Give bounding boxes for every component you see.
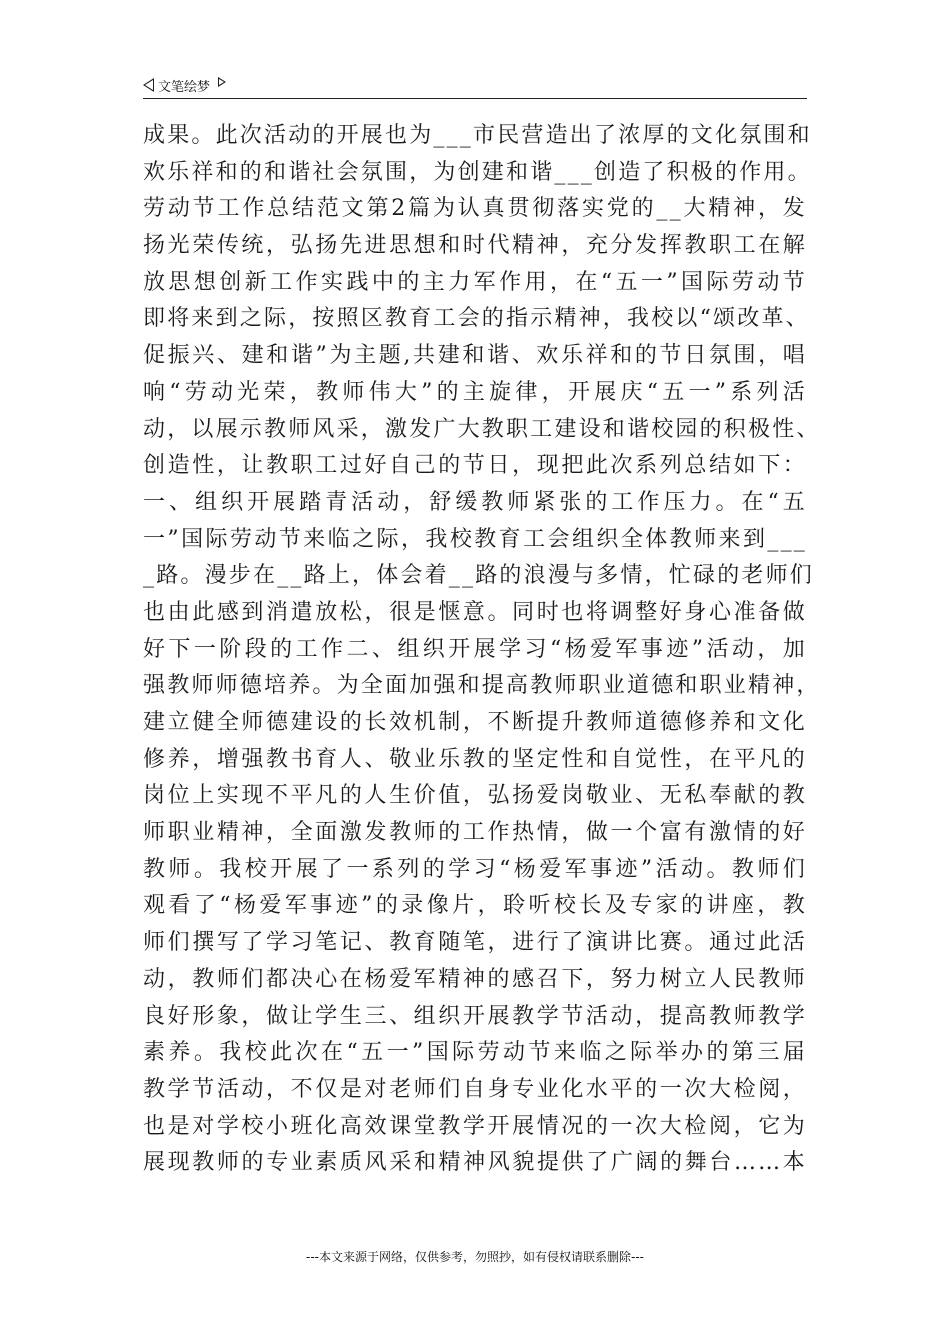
body-line: 劳动节工作总结范文第2篇为认真贯彻落实党的__大精神，发 (143, 196, 807, 222)
body-line: 响“劳动光荣，教师伟大”的主旋律，开展庆“五一”系列活 (143, 379, 807, 405)
body-line: 良好形象，做让学生三、组织开展教学节活动，提高教师教学 (143, 1003, 807, 1029)
left-triangle-icon (143, 78, 154, 92)
body-line: 教学节活动，不仅是对老师们自身专业化水平的一次大检阅， (143, 1076, 807, 1102)
document-body (143, 118, 821, 1182)
body-line: 建立健全师德建设的长效机制，不断提升教师道德修养和文化 (143, 710, 807, 735)
body-line: 创造性，让教职工过好自己的节日，现把此次系列总结如下： (143, 453, 807, 479)
body-line: 师们撰写了学习笔记、教育随笔，进行了演讲比赛。通过此活 (143, 930, 807, 956)
body-line: 一”国际劳动节来临之际，我校教育工会组织全体教师来到___ (143, 526, 807, 552)
body-line: 成果。此次活动的开展也为___市民营造出了浓厚的文化氛围和 (143, 123, 812, 148)
body-line: 即将来到之际，按照区教育工会的指示精神，我校以“颂改革、 (143, 306, 810, 332)
page-header (143, 72, 807, 99)
body-line: 扬光荣传统，弘扬先进思想和时代精神，充分发挥教职工在解 (143, 233, 807, 259)
body-line: 动，以展示教师风采，激发广大教职工建设和谐校园的积极性、 (143, 416, 821, 442)
body-line: 师职业精神，全面激发教师的工作热情，做一个富有激情的好 (143, 820, 807, 846)
page-footer-note: ---本文来源于网络，仅供参考，勿照抄，如有侵权请联系删除--- (306, 1250, 644, 1264)
body-line: 促振兴、建和谐”为主题,共建和谐、欢乐祥和的节日氛围，唱 (143, 343, 807, 369)
body-line: 教师。我校开展了一系列的学习“杨爱军事迹”活动。教师们 (143, 856, 807, 882)
body-line: 也是对学校小班化高效课堂教学开展情况的一次大检阅，它为 (143, 1113, 807, 1139)
body-line: 放思想创新工作实践中的主力军作用，在“五一”国际劳动节 (143, 269, 807, 295)
body-line: 展现教师的专业素质风采和精神风貌提供了广阔的舞台……本 (143, 1150, 807, 1176)
body-line: 强教师师德培养。为全面加强和提高教师职业道德和职业精神， (143, 673, 821, 699)
body-line: 好下一阶段的工作二、组织开展学习“杨爱军事迹”活动，加 (143, 636, 807, 662)
body-line: 也由此感到消遣放松，很是惬意。同时也将调整好身心准备做 (143, 599, 807, 625)
body-line: 修养，增强教书育人、敬业乐教的坚定性和自觉性，在平凡的 (143, 746, 807, 772)
body-line: 素养。我校此次在“五一”国际劳动节来临之际举办的第三届 (143, 1040, 807, 1066)
body-line: 动，教师们都决心在杨爱军精神的感召下，努力树立人民教师 (143, 966, 807, 992)
body-line: 一、组织开展踏青活动，舒缓教师紧张的工作压力。在“五 (143, 489, 807, 515)
body-line: _路。漫步在__路上，体会着__路的浪漫与多情，忙碌的老师们 (143, 563, 815, 589)
body-line: 欢乐祥和的和谐社会氛围，为创建和谐___创造了积极的作用。 (143, 159, 812, 185)
body-line: 岗位上实现不平凡的人生价值，弘扬爱岗敬业、无私奉献的教 (143, 783, 807, 809)
right-triangle-icon (218, 77, 226, 87)
header-brand: 文笔绘梦 (158, 79, 211, 95)
body-line: 观看了“杨爱军事迹”的录像片，聆听校长及专家的讲座，教 (143, 893, 807, 919)
